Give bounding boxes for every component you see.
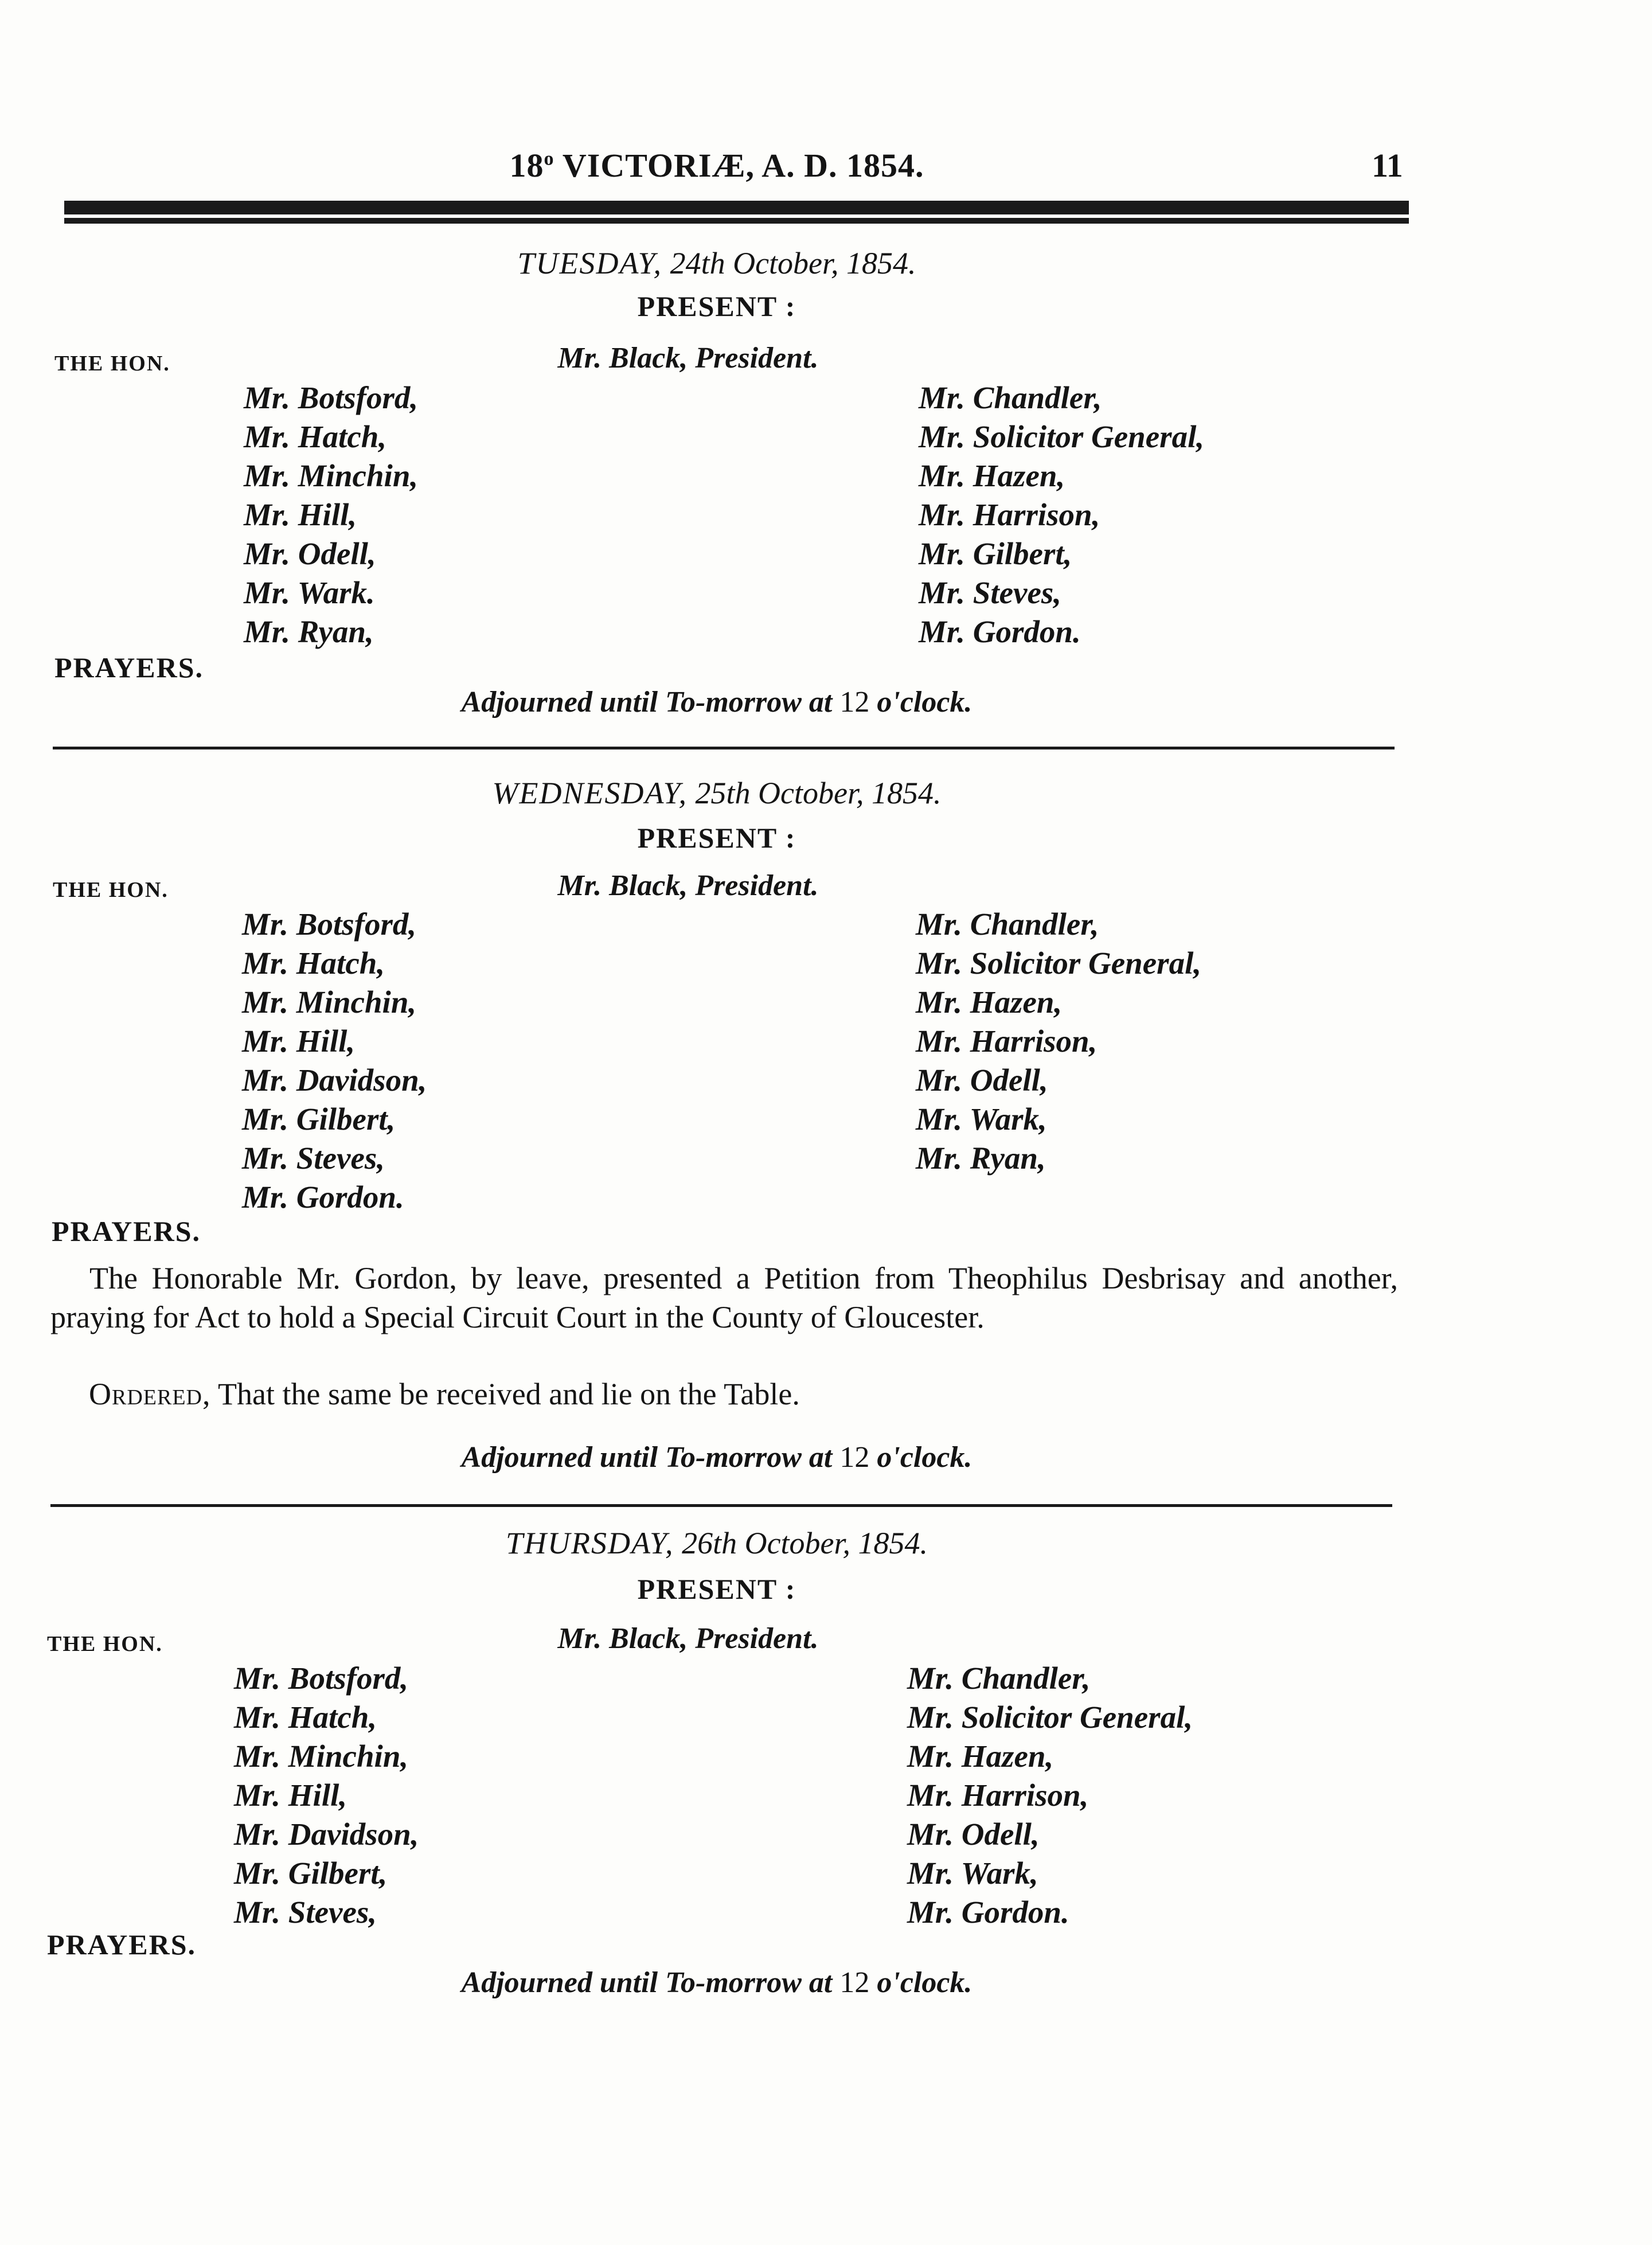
members-right-column xyxy=(916,905,1201,1178)
member-name: Mr. Hazen, xyxy=(907,1739,1054,1774)
member-name: Mr. Steves, xyxy=(234,1895,377,1930)
member-name: Mr. Solicitor General, xyxy=(916,946,1202,981)
reign-title: VICTORIÆ, A. D. 1854. xyxy=(562,147,924,184)
adjournment-suffix: o'clock. xyxy=(877,1441,973,1474)
member-name: Mr. Chandler, xyxy=(919,380,1102,415)
section-divider xyxy=(50,1504,1392,1507)
adjournment-hour: 12 xyxy=(839,686,870,719)
member-name: Mr. Gordon. xyxy=(242,1180,404,1215)
member-name: Mr. Gilbert, xyxy=(242,1102,396,1137)
day-name: THURSDAY, xyxy=(505,1526,674,1560)
member-name: Mr. Solicitor General, xyxy=(907,1700,1193,1735)
prayers-label: PRAYERS. xyxy=(52,1215,201,1247)
the-hon-label: THE HON. xyxy=(53,878,169,902)
member-name: Mr. Harrison, xyxy=(907,1778,1089,1813)
page-number: 11 xyxy=(1372,147,1403,184)
member-name: Mr. Harrison, xyxy=(919,497,1100,532)
member-name: Mr. Gordon. xyxy=(907,1895,1069,1930)
adjournment-suffix: o'clock. xyxy=(877,686,973,719)
member-name: Mr. Hill, xyxy=(242,1024,356,1059)
adjournment-text: Adjourned until To-morrow at xyxy=(461,1966,833,1999)
day-date: 24th October, 1854. xyxy=(670,246,916,280)
ordered-line xyxy=(89,1376,800,1412)
member-name: Mr. Steves, xyxy=(242,1141,385,1176)
member-name: Mr. Chandler, xyxy=(916,907,1099,942)
day-name: TUESDAY, xyxy=(517,246,663,280)
member-name: Mr. Gilbert, xyxy=(919,536,1072,571)
regnal-year-superscript: o xyxy=(544,148,554,170)
members-left-column xyxy=(244,378,418,651)
present-label: PRESENT : xyxy=(637,822,796,854)
members-right-column xyxy=(907,1659,1193,1932)
the-hon-label: THE HON. xyxy=(54,352,170,376)
adjournment-hour: 12 xyxy=(839,1966,870,1999)
member-name: Mr. Odell, xyxy=(916,1063,1048,1098)
member-name: Mr. Wark, xyxy=(907,1856,1038,1891)
ordered-label: Ordered, xyxy=(89,1377,211,1411)
member-name: Mr. Botsford, xyxy=(244,380,419,415)
member-name: Mr. Davidson, xyxy=(242,1063,427,1098)
member-name: Mr. Hill, xyxy=(244,497,357,532)
running-header xyxy=(0,146,1652,192)
member-name: Mr. Davidson, xyxy=(234,1817,419,1852)
member-name: Mr. Hatch, xyxy=(234,1700,377,1735)
prayers-label: PRAYERS. xyxy=(54,651,204,684)
president-line: Mr. Black, President. xyxy=(557,869,819,902)
member-name: Mr. Solicitor General, xyxy=(919,419,1205,454)
day-heading xyxy=(0,1525,1434,1561)
member-name: Mr. Hatch, xyxy=(242,946,385,981)
member-name: Mr. Gilbert, xyxy=(234,1856,388,1891)
president-line: Mr. Black, President. xyxy=(557,1622,819,1655)
prayers-label: PRAYERS. xyxy=(47,1928,197,1961)
member-name: Mr. Minchin, xyxy=(244,458,419,493)
header-title xyxy=(0,146,1434,185)
member-name: Mr. Hatch, xyxy=(244,419,387,454)
member-name: Mr. Harrison, xyxy=(916,1024,1098,1059)
adjournment-suffix: o'clock. xyxy=(877,1966,973,1999)
present-label: PRESENT : xyxy=(637,1573,796,1605)
member-name: Mr. Minchin, xyxy=(242,985,417,1020)
member-name: Mr. Gordon. xyxy=(919,614,1081,649)
member-name: Mr. Steves, xyxy=(919,575,1062,610)
member-name: Mr. Odell, xyxy=(244,536,376,571)
adjournment-hour: 12 xyxy=(839,1441,870,1474)
member-name: Mr. Hazen, xyxy=(919,458,1065,493)
the-hon-label: THE HON. xyxy=(47,1632,163,1656)
member-name: Mr. Wark, xyxy=(916,1102,1047,1137)
present-label: PRESENT : xyxy=(637,290,796,322)
adjournment-line xyxy=(0,1440,1434,1474)
day-heading xyxy=(0,775,1434,811)
member-name: Mr. Hazen, xyxy=(916,985,1063,1020)
members-left-column xyxy=(242,905,427,1217)
member-name: Mr. Minchin, xyxy=(234,1739,409,1774)
member-name: Mr. Odell, xyxy=(907,1817,1040,1852)
member-name: Mr. Hill, xyxy=(234,1778,347,1813)
president-line: Mr. Black, President. xyxy=(557,342,819,374)
petition-paragraph: The Honorable Mr. Gordon, by leave, presented a Petition from Theophilus Desbrisay and another, praying for Act to hold a Special Circuit Court in the County of Gloucester. xyxy=(50,1261,1398,1334)
day-date: 26th October, 1854. xyxy=(682,1526,928,1560)
member-name: Mr. Ryan, xyxy=(916,1141,1046,1176)
adjournment-text: Adjourned until To-morrow at xyxy=(461,686,833,719)
day-name: WEDNESDAY, xyxy=(492,776,688,810)
header-rule xyxy=(64,201,1409,218)
ordered-text: That the same be received and lie on the Table. xyxy=(218,1377,800,1411)
members-right-column xyxy=(919,378,1204,651)
regnal-year: 18 xyxy=(509,147,544,184)
day-heading xyxy=(0,245,1434,281)
member-name: Mr. Ryan, xyxy=(244,614,374,649)
day-date: 25th October, 1854. xyxy=(695,776,942,810)
member-name: Mr. Botsford, xyxy=(242,907,417,942)
adjournment-line xyxy=(0,685,1434,719)
adjournment-text: Adjourned until To-morrow at xyxy=(461,1441,833,1474)
section-divider xyxy=(53,747,1395,749)
member-name: Mr. Chandler, xyxy=(907,1661,1091,1696)
adjournment-line xyxy=(0,1966,1434,2000)
members-left-column xyxy=(234,1659,419,1932)
member-name: Mr. Botsford, xyxy=(234,1661,409,1696)
member-name: Mr. Wark. xyxy=(244,575,375,610)
